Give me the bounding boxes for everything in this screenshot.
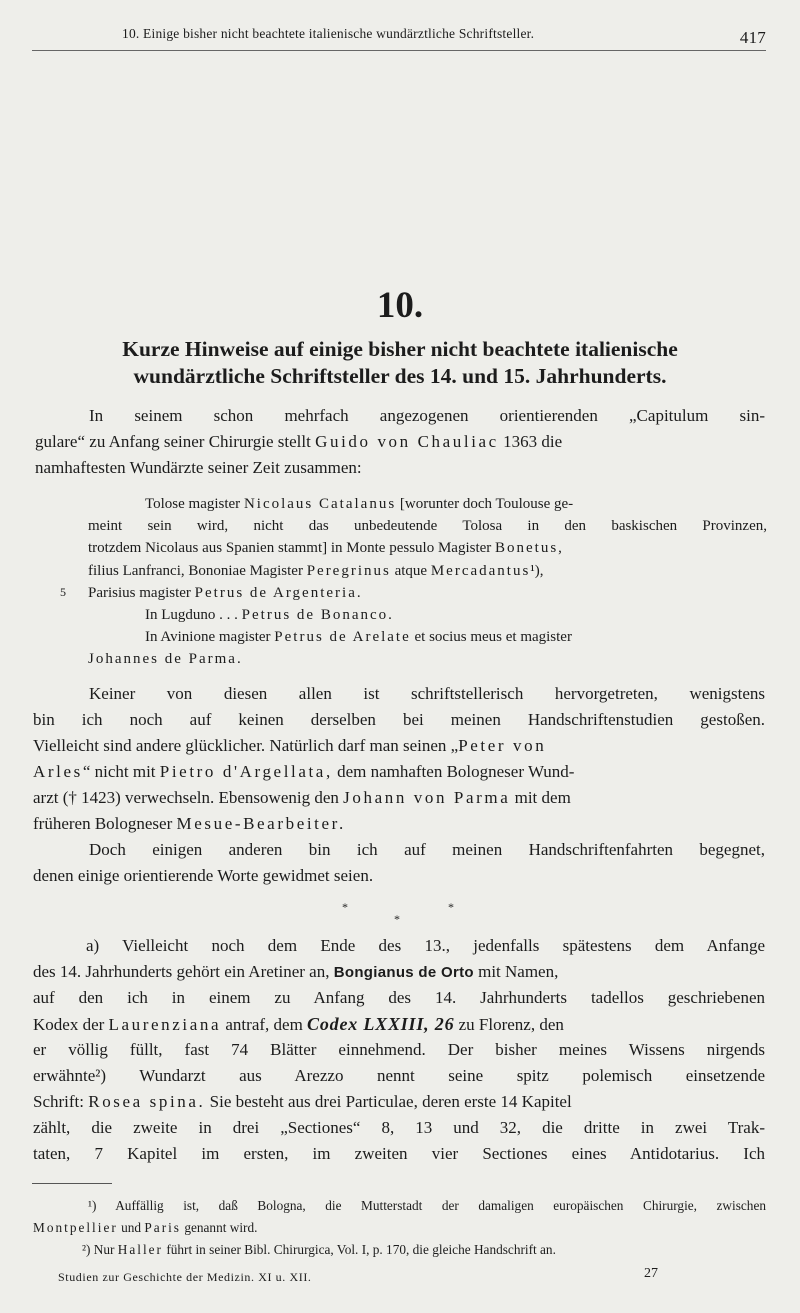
paragraph-3-line-2: des 14. Jahrhunderts gehört ein Aretiner an, Bongianus de Orto mit Namen, xyxy=(33,962,559,981)
chapter-title-line-2: wundärztliche Schriftsteller des 14. und 15. Jahrhunderts. xyxy=(133,364,667,388)
paragraph-3-line-5: er völlig füllt, fast 74 Blätter einnehmend. Der bisher meines Wissens nirgends xyxy=(33,1040,765,1059)
paragraph-1-line-1: In seinem schon mehrfach angezogenen orientierenden „Capitulum sin- xyxy=(89,406,765,425)
paragraph-2-line-1: Keiner von diesen allen ist schriftstellerisch hervorgetreten, wenigstens xyxy=(89,684,765,703)
quote-line-5: Parisius magister Petrus de Argenteria. xyxy=(88,585,363,601)
quote-line-1: Tolose magister Nicolaus Catalanus [worunter doch Toulouse ge- xyxy=(145,496,574,512)
separator-star: * xyxy=(448,900,454,914)
footnote-1-line-1: ¹) Auffällig ist, daß Bologna, die Mutterstadt der damaligen europäischen Chirurgie, zwischen xyxy=(88,1198,766,1213)
paragraph-2-line-4: Arles“ nicht mit Pietro d'Argellata, dem namhaften Bologneser Wund- xyxy=(33,762,575,781)
paragraph-3-line-1: a) Vielleicht noch dem Ende des 13., jedenfalls spätestens dem Anfange xyxy=(86,936,765,955)
paragraph-3-line-3: auf den ich in einem zu Anfang des 14. Jahrhunderts tadellos geschriebenen xyxy=(33,988,765,1007)
signature-line: Studien zur Geschichte der Medizin. XI u. XII. xyxy=(58,1270,312,1284)
quote-line-4: filius Lanfranci, Bononiae Magister Peregrinus atque Mercadantus¹), xyxy=(88,563,544,579)
quote-line-2: meint sein wird, nicht das unbedeutende Tolosa in den baskischen Provinzen, xyxy=(88,518,767,534)
author-name: Guido von Chauliac xyxy=(315,432,499,451)
section-separator xyxy=(330,898,470,928)
codex-reference: Codex LXXIII, 26 xyxy=(307,1014,455,1034)
paragraph-2-line-6: früheren Bologneser Mesue-Bearbeiter. xyxy=(33,814,346,833)
footnote-1-line-2: Montpellier und Paris genannt wird. xyxy=(33,1220,258,1235)
name-bongianus: Bongianus de Orto xyxy=(333,964,474,981)
paragraph-1-line-3: namhaftesten Wundärzte seiner Zeit zusammen: xyxy=(35,458,362,477)
paragraph-2-line-5: arzt († 1423) verwechseln. Ebensowenig den Johann von Parma mit dem xyxy=(33,788,571,807)
line-number: 5 xyxy=(60,585,66,599)
running-title: 10. Einige bisher nicht beachtete italienische wundärztliche Schriftsteller. xyxy=(122,26,535,41)
separator-star: * xyxy=(342,900,348,914)
paragraph-1-line-2: gulare“ zu Anfang seiner Chirurgie stellt Guido von Chauliac 1363 die xyxy=(35,432,563,451)
footnote-rule xyxy=(32,1183,112,1184)
signature-number: 27 xyxy=(644,1266,658,1281)
paragraph-3-line-7: Schrift: Rosea spina. Sie besteht aus drei Particulae, deren erste 14 Kapitel xyxy=(33,1092,572,1111)
paragraph-2-line-3: Vielleicht sind andere glücklicher. Natürlich darf man seinen „Peter von xyxy=(33,736,547,755)
quote-line-8: Johannes de Parma. xyxy=(88,651,243,667)
paragraph-3-line-9: taten, 7 Kapitel im ersten, im zweiten vier Sectiones eines Antidotarius. Ich xyxy=(33,1144,765,1163)
quote-line-3: trotzdem Nicolaus aus Spanien stammt] in Monte pessulo Magister Bonetus, xyxy=(88,540,564,556)
paragraph-3-line-4: Kodex der Laurenziana antraf, dem Codex LXXIII, 26 zu Florenz, den xyxy=(33,1014,564,1034)
separator-star: * xyxy=(394,912,400,926)
footnote-2: ²) Nur Haller führt in seiner Bibl. Chirurgica, Vol. I, p. 170, die gleiche Handschrift an. xyxy=(82,1242,556,1257)
paragraph-2-line-2: bin ich noch auf keinen derselben bei meinen Handschriftenstudien gestoßen. xyxy=(33,710,765,729)
paragraph-3-line-6: erwähnte²) Wundarzt aus Arezzo nennt seine spitz polemisch einsetzende xyxy=(33,1066,765,1085)
chapter-title-line-1: Kurze Hinweise auf einige bisher nicht beachtete italienische xyxy=(122,337,678,361)
chapter-number: 10. xyxy=(376,285,424,326)
paragraph-2-line-8: denen einige orientierende Worte gewidmet seien. xyxy=(33,866,374,885)
page-number: 417 xyxy=(739,28,766,47)
quote-line-6: In Lugduno . . . Petrus de Bonanco. xyxy=(145,607,394,623)
paragraph-3-line-8: zählt, die zweite in drei „Sectiones“ 8, 13 und 32, die dritte in zwei Trak- xyxy=(33,1118,765,1137)
quote-line-7: In Avinione magister Petrus de Arelate et socius meus et magister xyxy=(145,629,572,645)
paragraph-2-line-7: Doch einigen anderen bin ich auf meinen Handschriftenfahrten begegnet, xyxy=(89,840,765,859)
